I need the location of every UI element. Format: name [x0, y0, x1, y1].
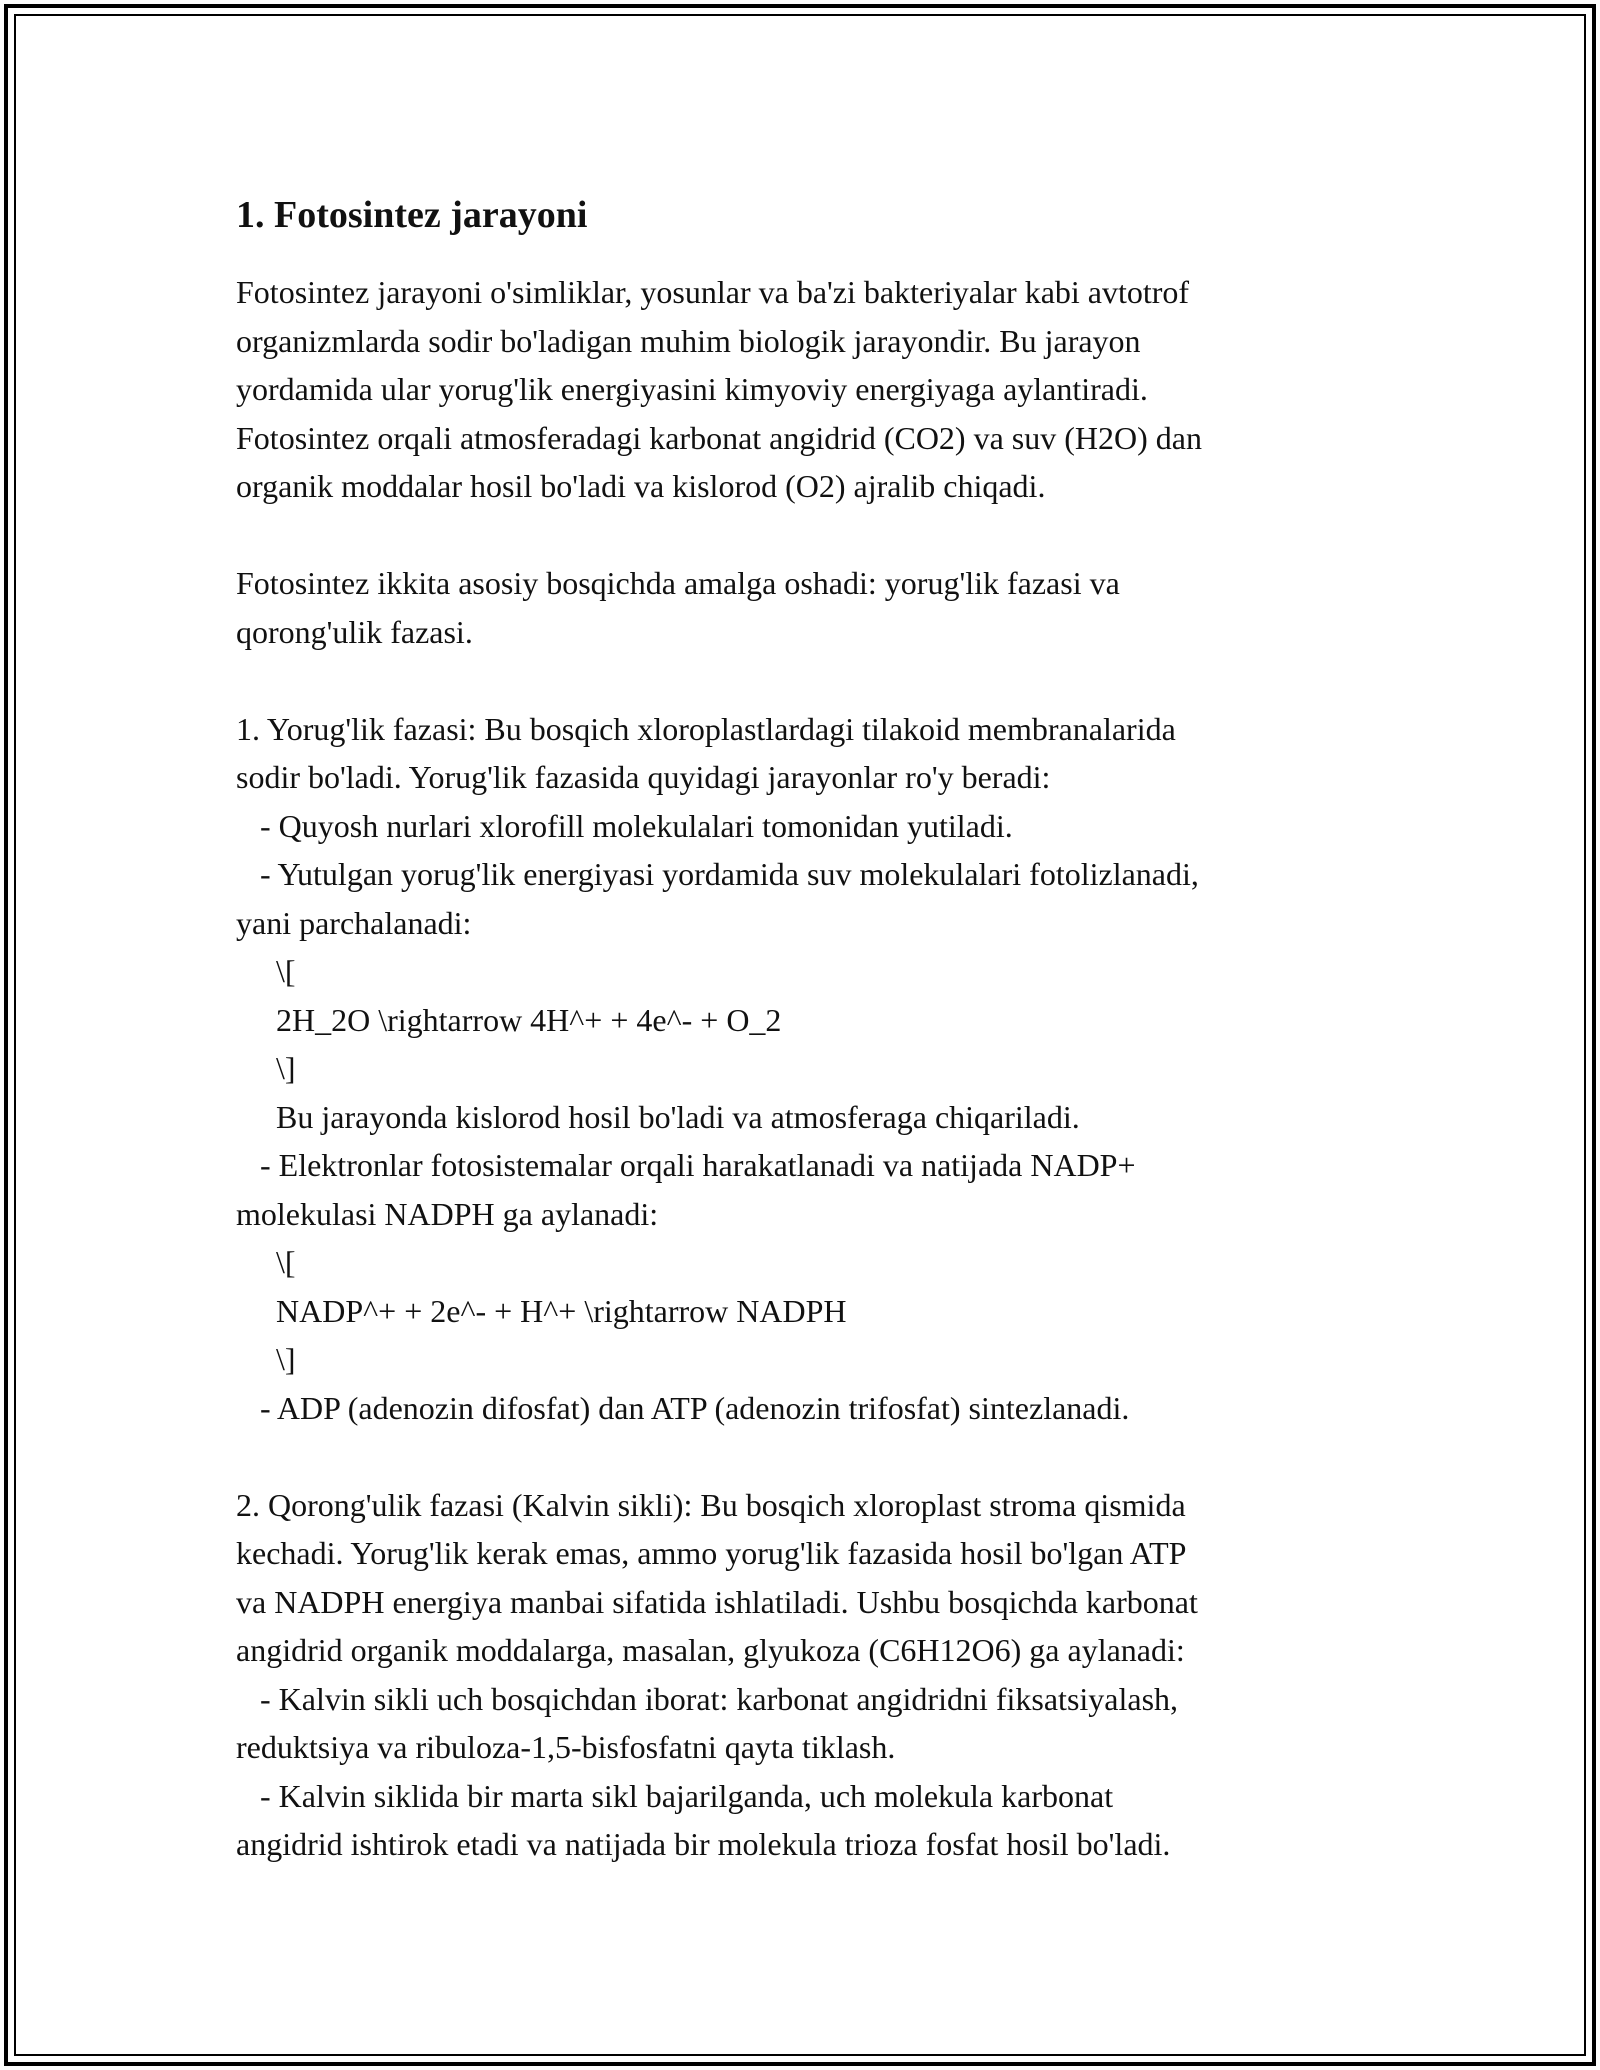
text-line: \[ — [236, 1244, 296, 1280]
text-line: - Elektronlar fotosistemalar orqali harakatlanadi va natijada NADP+ — [236, 1147, 1136, 1183]
text-line: \] — [236, 1050, 296, 1086]
text-line: molekulasi NADPH ga aylanadi: — [236, 1195, 659, 1232]
text-line: 2H_2O \rightarrow 4H^+ + 4e^- + O_2 — [236, 1001, 782, 1038]
section-title: 1. Fotosintez jarayoni — [236, 194, 588, 236]
text-line: 1. Yorug'lik fazasi: Bu bosqich xloroplastlardagi tilakoid membranalarida — [236, 710, 1176, 747]
text-line: yordamida ular yorug'lik energiyasini kimyoviy energiyaga aylantiradi. — [236, 371, 1148, 407]
text-line: Fotosintez orqali atmosferadagi karbonat angidrid (CO2) va suv (H2O) dan — [236, 419, 1202, 456]
text-line: reduktsiya va ribuloza-1,5-bisfosfatni qayta tiklash. — [236, 1729, 896, 1765]
document-body — [236, 190, 1386, 1869]
text-line: sodir bo'ladi. Yorug'lik fazasida quyidagi jarayonlar ro'y beradi: — [236, 759, 1051, 795]
text-line: angidrid organik moddalarga, masalan, glyukoza (C6H12O6) ga aylanadi: — [236, 1632, 1185, 1668]
text-line: organik moddalar hosil bo'ladi va kislorod (O2) ajralib chiqadi. — [236, 468, 1046, 504]
paragraph-3 — [236, 705, 1386, 1433]
text-line: - Quyosh nurlari xlorofill molekulalari tomonidan yutiladi. — [236, 807, 1013, 844]
paragraph-container — [236, 268, 1386, 1869]
text-line: - Yutulgan yorug'lik energiyasi yordamida suv molekulalari fotolizlanadi, — [236, 856, 1199, 892]
paragraph-1 — [236, 268, 1386, 511]
text-line: kechadi. Yorug'lik kerak emas, ammo yorug'lik fazasida hosil bo'lgan ATP — [236, 1535, 1187, 1571]
text-line: Fotosintez ikkita asosiy bosqichda amalga oshadi: yorug'lik fazasi va — [236, 565, 1120, 601]
text-line: \[ — [236, 953, 296, 989]
text-line: qorong'ulik fazasi. — [236, 613, 473, 650]
text-line: angidrid ishtirok etadi va natijada bir molekula trioza fosfat hosil bo'ladi. — [236, 1826, 1171, 1862]
text-line: NADP^+ + 2e^- + H^+ \rightarrow NADPH — [236, 1292, 847, 1329]
text-line: 2. Qorong'ulik fazasi (Kalvin sikli): Bu bosqich xloroplast stroma qismida — [236, 1486, 1186, 1523]
text-line: \] — [236, 1341, 296, 1377]
paragraph-gap — [236, 1432, 1386, 1481]
paragraph-2 — [236, 559, 1386, 656]
text-line: - ADP (adenozin difosfat) dan ATP (adenozin trifosfat) sintezlanadi. — [236, 1389, 1130, 1426]
text-line: yani parchalanadi: — [236, 904, 472, 941]
text-line: va NADPH energiya manbai sifatida ishlatiladi. Ushbu bosqichda karbonat — [236, 1583, 1198, 1620]
paragraph-gap — [236, 656, 1386, 705]
text-line: organizmlarda sodir bo'ladigan muhim biologik jarayondir. Bu jarayon — [236, 322, 1141, 359]
text-line: Fotosintez jarayoni o'simliklar, yosunlar va ba'zi bakteriyalar kabi avtotrof — [236, 274, 1190, 310]
text-line: - Kalvin sikli uch bosqichdan iborat: karbonat angidridni fiksatsiyalash, — [236, 1680, 1179, 1717]
text-line: Bu jarayonda kislorod hosil bo'ladi va atmosferaga chiqariladi. — [236, 1098, 1080, 1135]
text-line: - Kalvin siklida bir marta sikl bajarilganda, uch molekula karbonat — [236, 1777, 1114, 1814]
paragraph-4 — [236, 1481, 1386, 1869]
paragraph-gap — [236, 511, 1386, 560]
